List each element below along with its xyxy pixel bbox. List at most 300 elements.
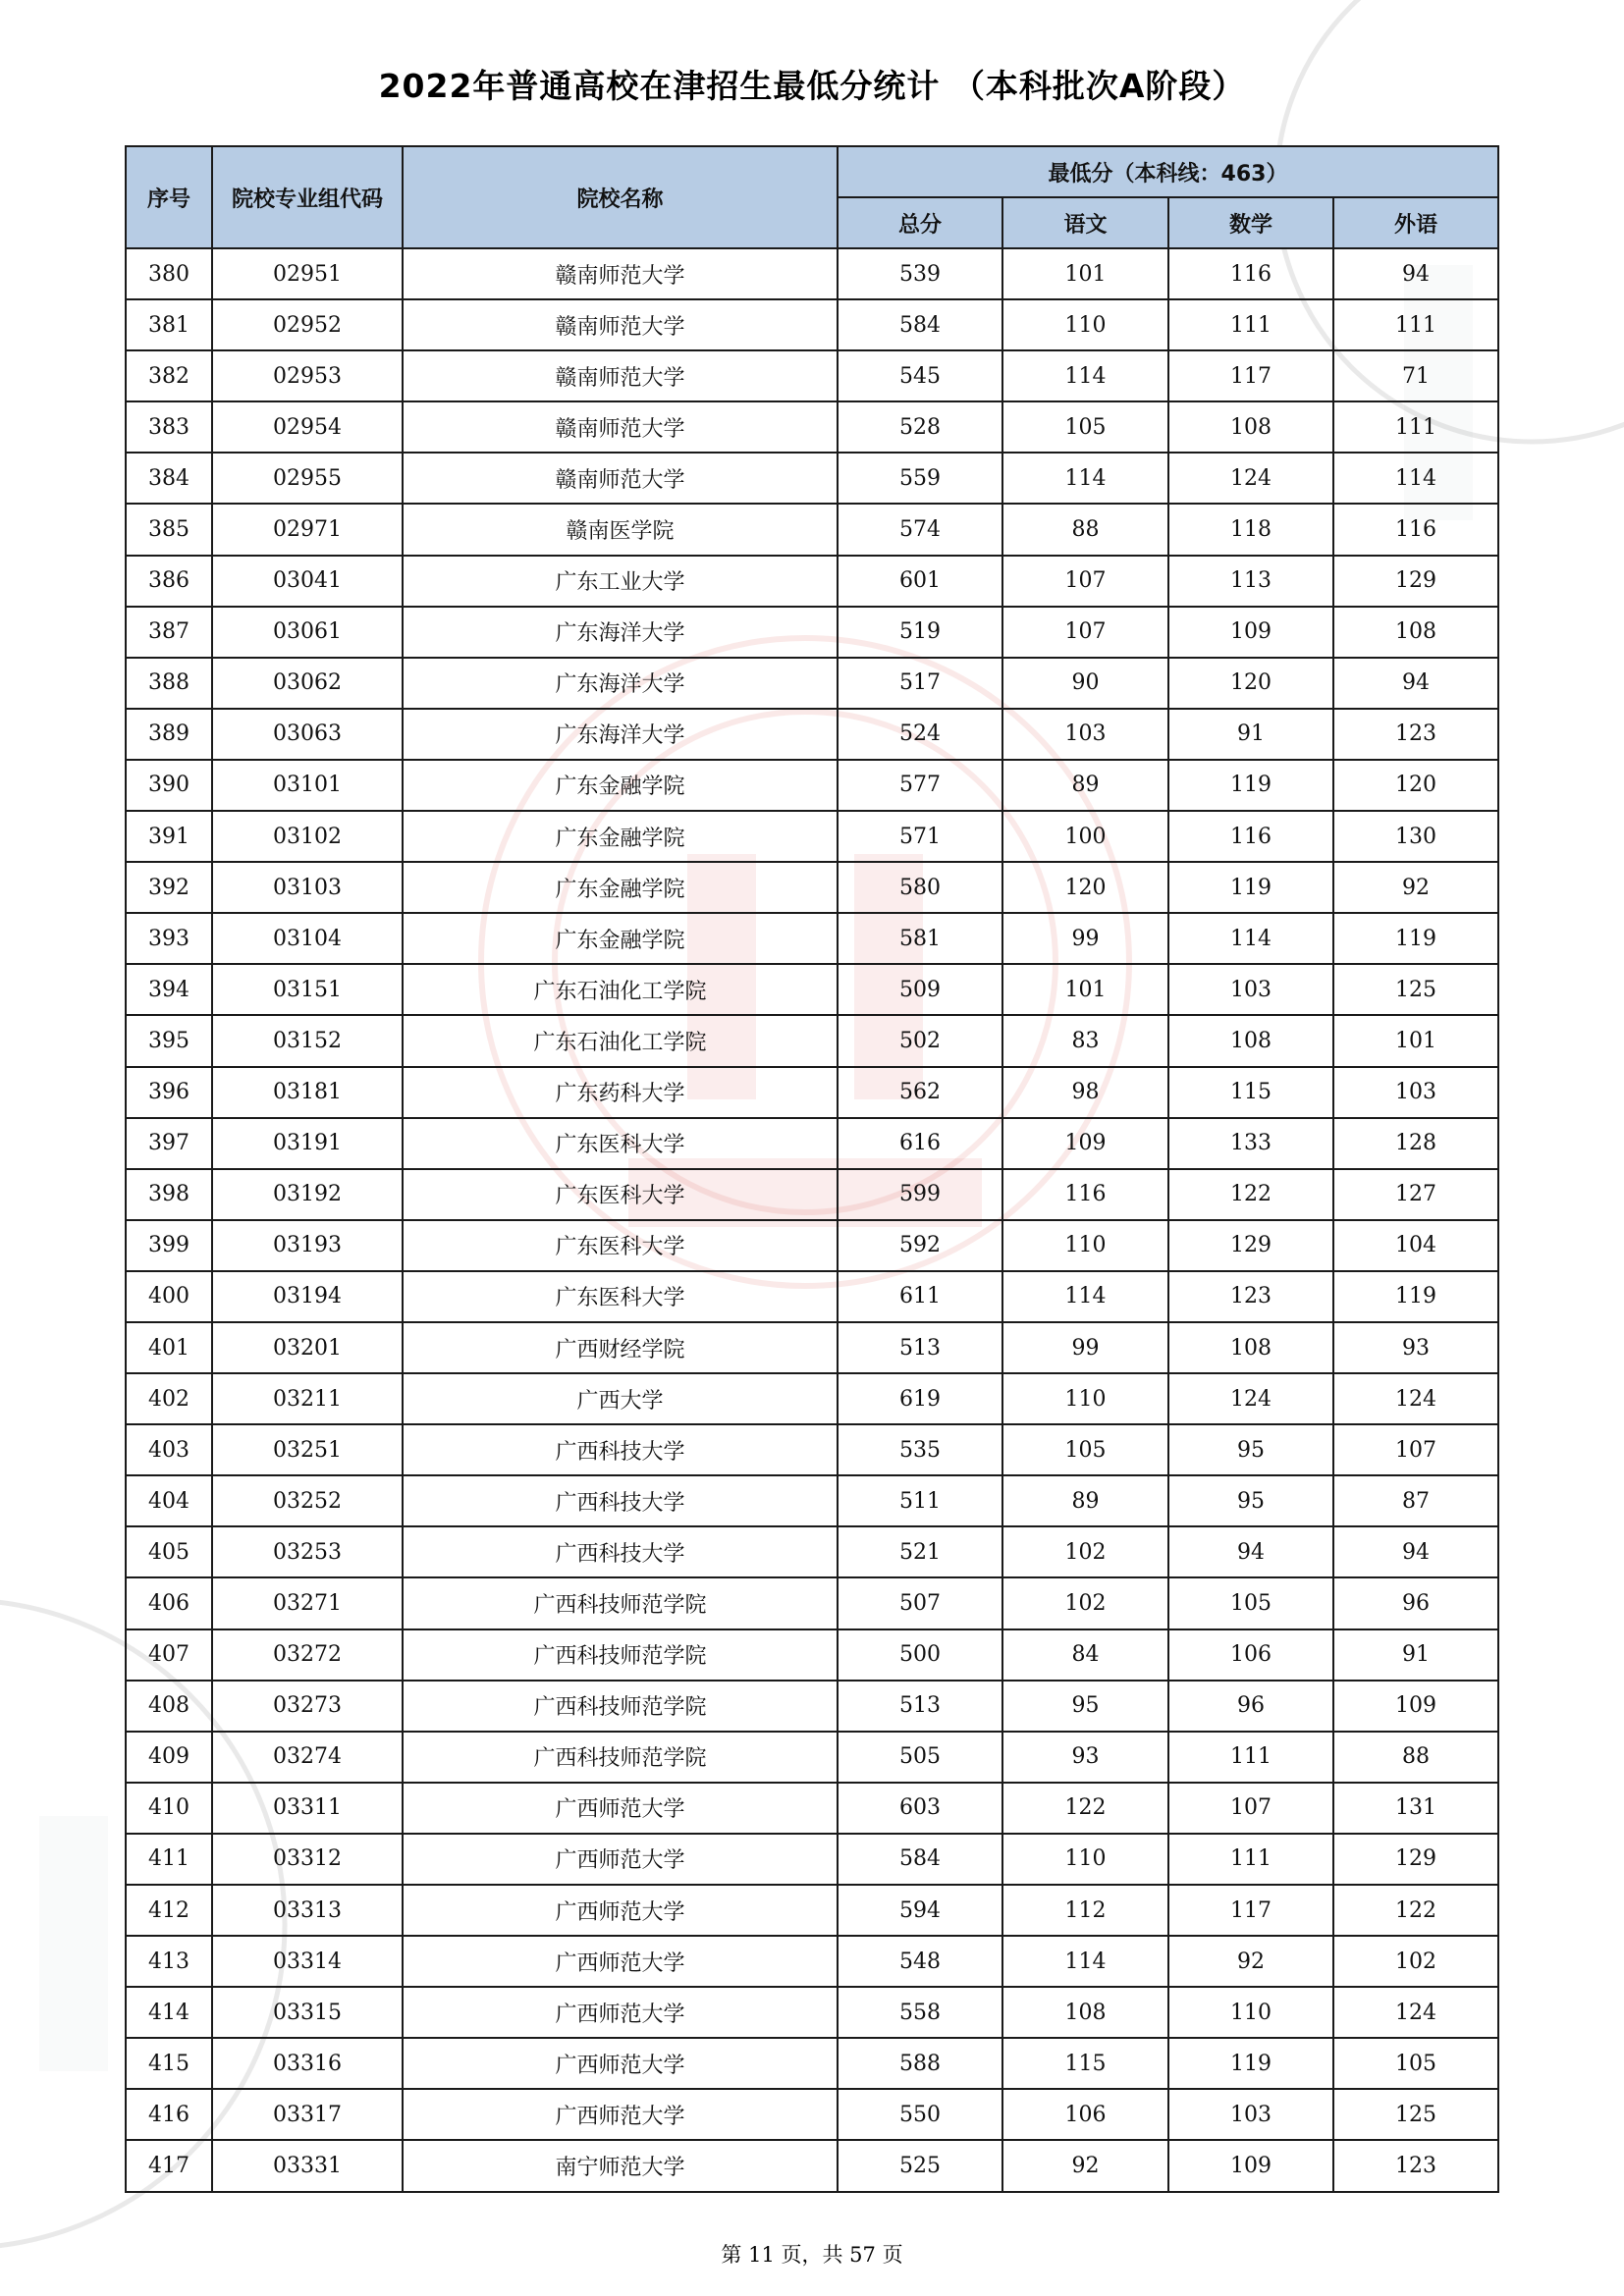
name-cell: 广东海洋大学	[403, 709, 838, 760]
seq-cell: 380	[126, 248, 212, 299]
total-cell: 611	[838, 1271, 1002, 1322]
math-cell: 120	[1168, 658, 1333, 709]
seq-cell: 399	[126, 1220, 212, 1271]
chinese-cell: 114	[1002, 1271, 1168, 1322]
code-cell: 03271	[212, 1577, 403, 1629]
table-row	[126, 2089, 1498, 2140]
name-cell: 广西师范大学	[403, 1783, 838, 1834]
seq-cell: 391	[126, 811, 212, 862]
seq-cell: 389	[126, 709, 212, 760]
math-cell: 116	[1168, 811, 1333, 862]
chinese-cell: 108	[1002, 1987, 1168, 2038]
foreign-cell: 94	[1333, 658, 1498, 709]
table-row	[126, 504, 1498, 555]
seq-cell: 410	[126, 1783, 212, 1834]
code-cell: 03103	[212, 862, 403, 913]
seq-cell: 402	[126, 1373, 212, 1424]
chinese-cell: 101	[1002, 964, 1168, 1015]
table-row	[126, 811, 1498, 862]
foreign-cell: 123	[1333, 2140, 1498, 2191]
chinese-cell: 92	[1002, 2140, 1168, 2191]
seq-cell: 413	[126, 1936, 212, 1987]
table-row	[126, 248, 1498, 299]
table-row	[126, 1936, 1498, 1987]
seq-cell: 396	[126, 1067, 212, 1118]
seq-cell: 382	[126, 350, 212, 401]
total-cell: 584	[838, 1834, 1002, 1885]
table-row	[126, 1271, 1498, 1322]
table-row	[126, 913, 1498, 964]
math-cell: 106	[1168, 1629, 1333, 1681]
name-cell: 广东医科大学	[403, 1169, 838, 1220]
chinese-cell: 120	[1002, 862, 1168, 913]
name-cell: 赣南师范大学	[403, 401, 838, 453]
name-cell: 广西科技师范学院	[403, 1577, 838, 1629]
name-cell: 广西师范大学	[403, 1885, 838, 1936]
total-cell: 603	[838, 1783, 1002, 1834]
chinese-cell: 90	[1002, 658, 1168, 709]
math-cell: 96	[1168, 1681, 1333, 1732]
code-cell: 03192	[212, 1169, 403, 1220]
math-cell: 111	[1168, 299, 1333, 350]
table-row	[126, 964, 1498, 1015]
chinese-cell: 114	[1002, 350, 1168, 401]
foreign-cell: 71	[1333, 350, 1498, 401]
code-cell: 03102	[212, 811, 403, 862]
name-cell: 赣南医学院	[403, 504, 838, 555]
foreign-cell: 130	[1333, 811, 1498, 862]
name-cell: 广东医科大学	[403, 1271, 838, 1322]
header-foreign: 外语	[1333, 197, 1498, 248]
table-row	[126, 1783, 1498, 1834]
seq-cell: 408	[126, 1681, 212, 1732]
total-cell: 616	[838, 1118, 1002, 1169]
foreign-cell: 88	[1333, 1732, 1498, 1783]
table-row	[126, 709, 1498, 760]
header-min-score: 最低分（本科线：463）	[838, 146, 1498, 197]
code-cell: 03062	[212, 658, 403, 709]
math-cell: 124	[1168, 453, 1333, 504]
code-cell: 03317	[212, 2089, 403, 2140]
total-cell: 581	[838, 913, 1002, 964]
total-cell: 588	[838, 2038, 1002, 2089]
code-cell: 03252	[212, 1475, 403, 1526]
total-cell: 601	[838, 556, 1002, 607]
code-cell: 02951	[212, 248, 403, 299]
seq-cell: 404	[126, 1475, 212, 1526]
chinese-cell: 84	[1002, 1629, 1168, 1681]
foreign-cell: 102	[1333, 1936, 1498, 1987]
total-cell: 584	[838, 299, 1002, 350]
foreign-cell: 91	[1333, 1629, 1498, 1681]
name-cell: 广西科技大学	[403, 1526, 838, 1577]
total-cell: 502	[838, 1015, 1002, 1066]
seq-cell: 409	[126, 1732, 212, 1783]
total-cell: 509	[838, 964, 1002, 1015]
code-cell: 03253	[212, 1526, 403, 1577]
name-cell: 广东金融学院	[403, 862, 838, 913]
chinese-cell: 83	[1002, 1015, 1168, 1066]
seq-cell: 392	[126, 862, 212, 913]
total-cell: 599	[838, 1169, 1002, 1220]
name-cell: 广东工业大学	[403, 556, 838, 607]
table-row	[126, 401, 1498, 453]
chinese-cell: 100	[1002, 811, 1168, 862]
table-row	[126, 862, 1498, 913]
name-cell: 广东海洋大学	[403, 658, 838, 709]
total-cell: 548	[838, 1936, 1002, 1987]
foreign-cell: 122	[1333, 1885, 1498, 1936]
document-title: 2022年普通高校在津招生最低分统计 （本科批次A阶段）	[378, 67, 1246, 105]
seq-cell: 388	[126, 658, 212, 709]
header-name: 院校名称	[403, 146, 838, 248]
math-cell: 108	[1168, 1015, 1333, 1066]
name-cell: 广西师范大学	[403, 2038, 838, 2089]
total-cell: 580	[838, 862, 1002, 913]
code-cell: 03201	[212, 1322, 403, 1373]
math-cell: 117	[1168, 350, 1333, 401]
code-cell: 03312	[212, 1834, 403, 1885]
math-cell: 119	[1168, 862, 1333, 913]
total-cell: 517	[838, 658, 1002, 709]
code-cell: 03151	[212, 964, 403, 1015]
code-cell: 02953	[212, 350, 403, 401]
foreign-cell: 124	[1333, 1373, 1498, 1424]
chinese-cell: 116	[1002, 1169, 1168, 1220]
code-cell: 03315	[212, 1987, 403, 2038]
foreign-cell: 129	[1333, 556, 1498, 607]
name-cell: 广东石油化工学院	[403, 964, 838, 1015]
math-cell: 108	[1168, 401, 1333, 453]
math-cell: 119	[1168, 2038, 1333, 2089]
name-cell: 广东金融学院	[403, 913, 838, 964]
math-cell: 114	[1168, 913, 1333, 964]
math-cell: 109	[1168, 607, 1333, 658]
seq-cell: 401	[126, 1322, 212, 1373]
chinese-cell: 122	[1002, 1783, 1168, 1834]
chinese-cell: 105	[1002, 1424, 1168, 1475]
foreign-cell: 87	[1333, 1475, 1498, 1526]
table-body	[126, 248, 1498, 2192]
seq-cell: 416	[126, 2089, 212, 2140]
math-cell: 103	[1168, 964, 1333, 1015]
table-row	[126, 760, 1498, 811]
seq-cell: 411	[126, 1834, 212, 1885]
code-cell: 03191	[212, 1118, 403, 1169]
total-cell: 519	[838, 607, 1002, 658]
code-cell: 03311	[212, 1783, 403, 1834]
code-cell: 03152	[212, 1015, 403, 1066]
total-cell: 513	[838, 1322, 1002, 1373]
table-row	[126, 1067, 1498, 1118]
chinese-cell: 89	[1002, 1475, 1168, 1526]
total-cell: 545	[838, 350, 1002, 401]
foreign-cell: 101	[1333, 1015, 1498, 1066]
math-cell: 113	[1168, 556, 1333, 607]
math-cell: 116	[1168, 248, 1333, 299]
code-cell: 03194	[212, 1271, 403, 1322]
seq-cell: 387	[126, 607, 212, 658]
table-row	[126, 1322, 1498, 1373]
foreign-cell: 125	[1333, 2089, 1498, 2140]
total-cell: 513	[838, 1681, 1002, 1732]
total-cell: 550	[838, 2089, 1002, 2140]
table-row	[126, 2038, 1498, 2089]
total-cell: 558	[838, 1987, 1002, 2038]
seq-cell: 405	[126, 1526, 212, 1577]
seq-cell: 415	[126, 2038, 212, 2089]
total-cell: 559	[838, 453, 1002, 504]
foreign-cell: 93	[1333, 1322, 1498, 1373]
seq-cell: 385	[126, 504, 212, 555]
table-row	[126, 453, 1498, 504]
total-cell: 511	[838, 1475, 1002, 1526]
math-cell: 107	[1168, 1783, 1333, 1834]
name-cell: 广西科技大学	[403, 1424, 838, 1475]
table-row	[126, 1373, 1498, 1424]
name-cell: 赣南师范大学	[403, 453, 838, 504]
table-row	[126, 1681, 1498, 1732]
seq-cell: 393	[126, 913, 212, 964]
name-cell: 广西财经学院	[403, 1322, 838, 1373]
math-cell: 94	[1168, 1526, 1333, 1577]
code-cell: 03041	[212, 556, 403, 607]
foreign-cell: 116	[1333, 504, 1498, 555]
name-cell: 广西师范大学	[403, 1834, 838, 1885]
seq-cell: 381	[126, 299, 212, 350]
chinese-cell: 112	[1002, 1885, 1168, 1936]
seq-cell: 412	[126, 1885, 212, 1936]
total-cell: 592	[838, 1220, 1002, 1271]
name-cell: 广东金融学院	[403, 811, 838, 862]
math-cell: 95	[1168, 1475, 1333, 1526]
math-cell: 92	[1168, 1936, 1333, 1987]
score-table	[125, 145, 1499, 2193]
name-cell: 广西科技师范学院	[403, 1732, 838, 1783]
total-cell: 535	[838, 1424, 1002, 1475]
seq-cell: 394	[126, 964, 212, 1015]
foreign-cell: 124	[1333, 1987, 1498, 2038]
table-row	[126, 1526, 1498, 1577]
header-code: 院校专业组代码	[212, 146, 403, 248]
math-cell: 124	[1168, 1373, 1333, 1424]
seq-cell: 395	[126, 1015, 212, 1066]
seq-cell: 390	[126, 760, 212, 811]
seq-cell: 383	[126, 401, 212, 453]
code-cell: 02971	[212, 504, 403, 555]
name-cell: 广东金融学院	[403, 760, 838, 811]
code-cell: 03316	[212, 2038, 403, 2089]
chinese-cell: 114	[1002, 453, 1168, 504]
name-cell: 广东医科大学	[403, 1118, 838, 1169]
chinese-cell: 99	[1002, 913, 1168, 964]
code-cell: 03272	[212, 1629, 403, 1681]
header-total: 总分	[838, 197, 1002, 248]
name-cell: 广西科技师范学院	[403, 1681, 838, 1732]
table-row	[126, 1169, 1498, 1220]
chinese-cell: 103	[1002, 709, 1168, 760]
chinese-cell: 109	[1002, 1118, 1168, 1169]
foreign-cell: 125	[1333, 964, 1498, 1015]
name-cell: 广东石油化工学院	[403, 1015, 838, 1066]
foreign-cell: 129	[1333, 1834, 1498, 1885]
seq-cell: 397	[126, 1118, 212, 1169]
math-cell: 122	[1168, 1169, 1333, 1220]
total-cell: 571	[838, 811, 1002, 862]
total-cell: 528	[838, 401, 1002, 453]
math-cell: 95	[1168, 1424, 1333, 1475]
code-cell: 03314	[212, 1936, 403, 1987]
foreign-cell: 127	[1333, 1169, 1498, 1220]
chinese-cell: 110	[1002, 299, 1168, 350]
total-cell: 562	[838, 1067, 1002, 1118]
code-cell: 02954	[212, 401, 403, 453]
page-footer: 第 11 页，共 57 页	[721, 2243, 903, 2267]
total-cell: 507	[838, 1577, 1002, 1629]
table-row	[126, 1475, 1498, 1526]
name-cell: 广西师范大学	[403, 2089, 838, 2140]
seq-cell: 403	[126, 1424, 212, 1475]
math-cell: 91	[1168, 709, 1333, 760]
math-cell: 118	[1168, 504, 1333, 555]
table-row	[126, 299, 1498, 350]
code-cell: 03313	[212, 1885, 403, 1936]
header-math: 数学	[1168, 197, 1333, 248]
foreign-cell: 128	[1333, 1118, 1498, 1169]
code-cell: 03063	[212, 709, 403, 760]
chinese-cell: 106	[1002, 2089, 1168, 2140]
math-cell: 110	[1168, 1987, 1333, 2038]
table-row	[126, 658, 1498, 709]
math-cell: 119	[1168, 760, 1333, 811]
code-cell: 03061	[212, 607, 403, 658]
seq-cell: 407	[126, 1629, 212, 1681]
name-cell: 广东海洋大学	[403, 607, 838, 658]
code-cell: 03251	[212, 1424, 403, 1475]
name-cell: 赣南师范大学	[403, 248, 838, 299]
chinese-cell: 93	[1002, 1732, 1168, 1783]
foreign-cell: 104	[1333, 1220, 1498, 1271]
name-cell: 南宁师范大学	[403, 2140, 838, 2191]
foreign-cell: 109	[1333, 1681, 1498, 1732]
math-cell: 117	[1168, 1885, 1333, 1936]
foreign-cell: 119	[1333, 1271, 1498, 1322]
foreign-cell: 120	[1333, 760, 1498, 811]
table-row	[126, 2140, 1498, 2191]
name-cell: 广西师范大学	[403, 1987, 838, 2038]
table-row	[126, 350, 1498, 401]
table-row	[126, 1015, 1498, 1066]
total-cell: 574	[838, 504, 1002, 555]
table-row	[126, 1424, 1498, 1475]
total-cell: 594	[838, 1885, 1002, 1936]
foreign-cell: 105	[1333, 2038, 1498, 2089]
table-row	[126, 1577, 1498, 1629]
table-row	[126, 1220, 1498, 1271]
chinese-cell: 102	[1002, 1577, 1168, 1629]
math-cell: 123	[1168, 1271, 1333, 1322]
total-cell: 577	[838, 760, 1002, 811]
foreign-cell: 94	[1333, 248, 1498, 299]
foreign-cell: 103	[1333, 1067, 1498, 1118]
chinese-cell: 102	[1002, 1526, 1168, 1577]
code-cell: 03193	[212, 1220, 403, 1271]
table-row	[126, 1118, 1498, 1169]
header-seq: 序号	[126, 146, 212, 248]
name-cell: 广西大学	[403, 1373, 838, 1424]
chinese-cell: 110	[1002, 1834, 1168, 1885]
foreign-cell: 111	[1333, 299, 1498, 350]
foreign-cell: 107	[1333, 1424, 1498, 1475]
total-cell: 500	[838, 1629, 1002, 1681]
header-chinese: 语文	[1002, 197, 1168, 248]
code-cell: 03211	[212, 1373, 403, 1424]
total-cell: 521	[838, 1526, 1002, 1577]
math-cell: 105	[1168, 1577, 1333, 1629]
seq-cell: 398	[126, 1169, 212, 1220]
name-cell: 广西师范大学	[403, 1936, 838, 1987]
code-cell: 03181	[212, 1067, 403, 1118]
name-cell: 广东医科大学	[403, 1220, 838, 1271]
code-cell: 03104	[212, 913, 403, 964]
foreign-cell: 119	[1333, 913, 1498, 964]
chinese-cell: 107	[1002, 556, 1168, 607]
table-row	[126, 556, 1498, 607]
table-row	[126, 1732, 1498, 1783]
table-row	[126, 1987, 1498, 2038]
seq-cell: 414	[126, 1987, 212, 2038]
foreign-cell: 92	[1333, 862, 1498, 913]
foreign-cell: 123	[1333, 709, 1498, 760]
seq-cell: 384	[126, 453, 212, 504]
name-cell: 广西科技大学	[403, 1475, 838, 1526]
foreign-cell: 131	[1333, 1783, 1498, 1834]
chinese-cell: 89	[1002, 760, 1168, 811]
chinese-cell: 88	[1002, 504, 1168, 555]
code-cell: 03331	[212, 2140, 403, 2191]
code-cell: 03274	[212, 1732, 403, 1783]
chinese-cell: 115	[1002, 2038, 1168, 2089]
math-cell: 109	[1168, 2140, 1333, 2191]
chinese-cell: 98	[1002, 1067, 1168, 1118]
chinese-cell: 99	[1002, 1322, 1168, 1373]
chinese-cell: 110	[1002, 1220, 1168, 1271]
math-cell: 133	[1168, 1118, 1333, 1169]
foreign-cell: 108	[1333, 607, 1498, 658]
chinese-cell: 107	[1002, 607, 1168, 658]
math-cell: 111	[1168, 1834, 1333, 1885]
code-cell: 02952	[212, 299, 403, 350]
chinese-cell: 105	[1002, 401, 1168, 453]
table-row	[126, 607, 1498, 658]
foreign-cell: 96	[1333, 1577, 1498, 1629]
seq-cell: 406	[126, 1577, 212, 1629]
table-row	[126, 1885, 1498, 1936]
total-cell: 505	[838, 1732, 1002, 1783]
seq-cell: 400	[126, 1271, 212, 1322]
seq-cell: 417	[126, 2140, 212, 2191]
table-row	[126, 1834, 1498, 1885]
math-cell: 111	[1168, 1732, 1333, 1783]
code-cell: 02955	[212, 453, 403, 504]
total-cell: 619	[838, 1373, 1002, 1424]
code-cell: 03101	[212, 760, 403, 811]
chinese-cell: 95	[1002, 1681, 1168, 1732]
math-cell: 108	[1168, 1322, 1333, 1373]
name-cell: 广东药科大学	[403, 1067, 838, 1118]
chinese-cell: 110	[1002, 1373, 1168, 1424]
name-cell: 赣南师范大学	[403, 299, 838, 350]
